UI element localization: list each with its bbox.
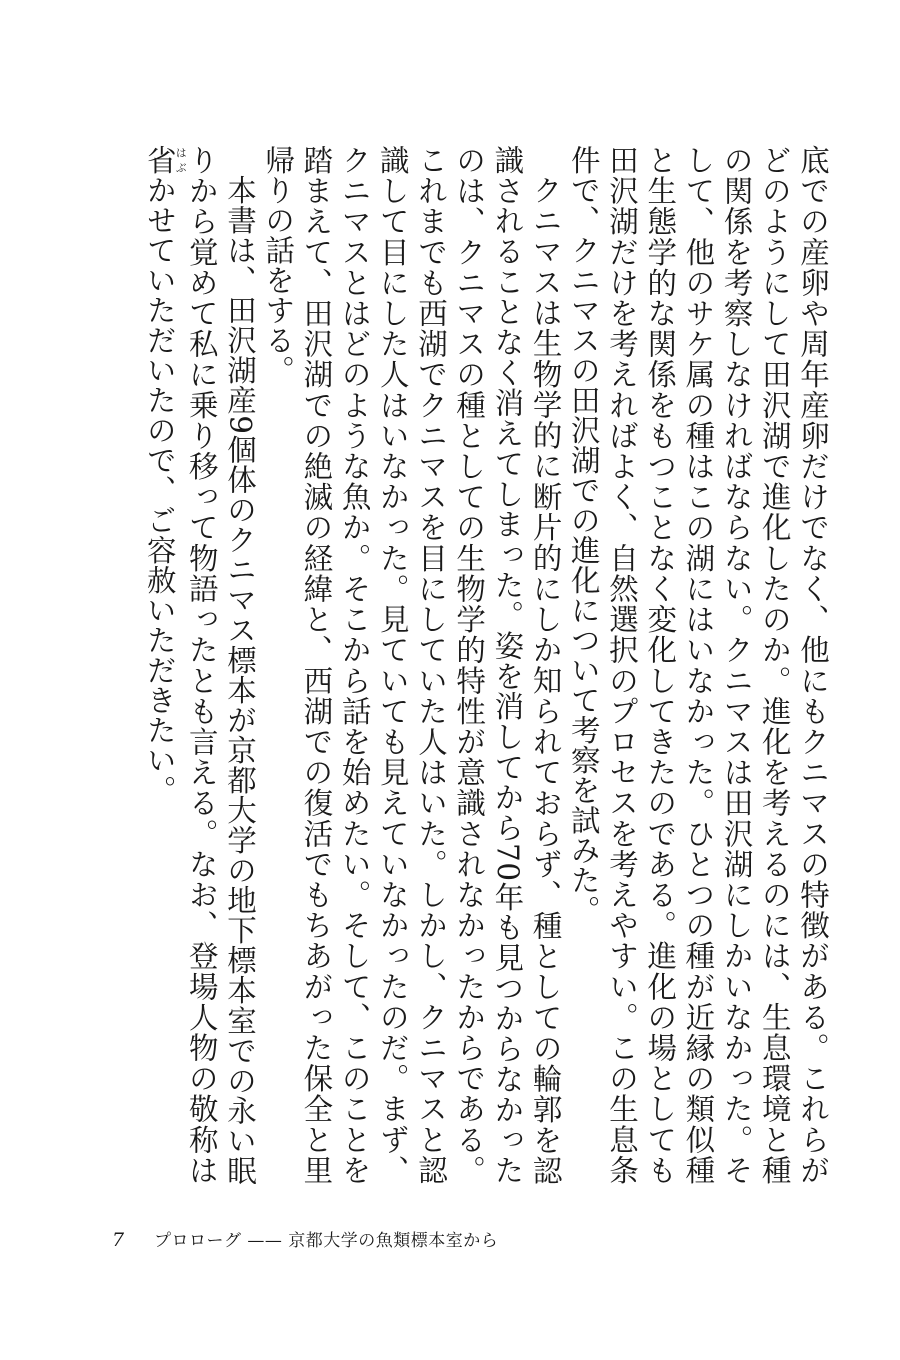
ruby-base: 省 [142, 145, 177, 175]
paragraph-text: かせていただいたので、ご容赦いただきたい。 [142, 175, 177, 805]
vertical-body-text [142, 145, 832, 1185]
ruby-annotation [142, 145, 188, 175]
paragraph-continued [565, 145, 832, 1185]
ruby-reading: はぶ [174, 145, 188, 175]
paragraph [141, 145, 259, 1185]
paragraph-text: 本書は、田沢湖産9個体のクニマス標本が京都大学の地下標本室での永い眠りから覚めて私に乗り移って物語ったとも言える。なお、登場人物の敬称は [184, 145, 257, 1185]
page-footer [112, 1226, 498, 1251]
paragraph [259, 145, 565, 1185]
page-number: 7 [112, 1229, 125, 1251]
paragraph-text: 底での産卵や周年産卵だけでなく、他にもクニマスの特徴がある。これらがどのようにして田沢湖で進化したのか。進化を考えるのには、生息環境と種の関係を考察しなければならない。クニマスは田沢湖にしかいなかった。そして、他のサケ属の種はこの湖にはいなかった。ひとつの種が近縁の類似種と生態学的な関係をもつことなく変化してきたのである。進化の場としても田沢湖だけを考えればよく、自然選択のプロセスを考えやすい。この生息条件で、クニマスの田沢湖での進化について考察を試みた。 [566, 145, 830, 1185]
running-head: プロローグ —— 京都大学の魚類標本室から [154, 1231, 499, 1251]
paragraph-text: クニマスは生物学的に断片的にしか知られておらず、種としての輪郭を認識されることなく消えてしまった。姿を消してから70年も見つからなかったのは、クニマスの種としての生物学的特性が意識されなかったからである。これまでも西湖でクニマスを目にしていた人はいた。しかし、クニマスと認識して目にした人はいなかった。見ていても見えていなかったのだ。まず、クニマスとはどのような魚か。そこから話を始めたい。そして、このことを踏まえて、田沢湖での絶滅の経緯と、西湖での復活でもちあがった保全と里帰りの話をする。 [261, 145, 563, 1185]
